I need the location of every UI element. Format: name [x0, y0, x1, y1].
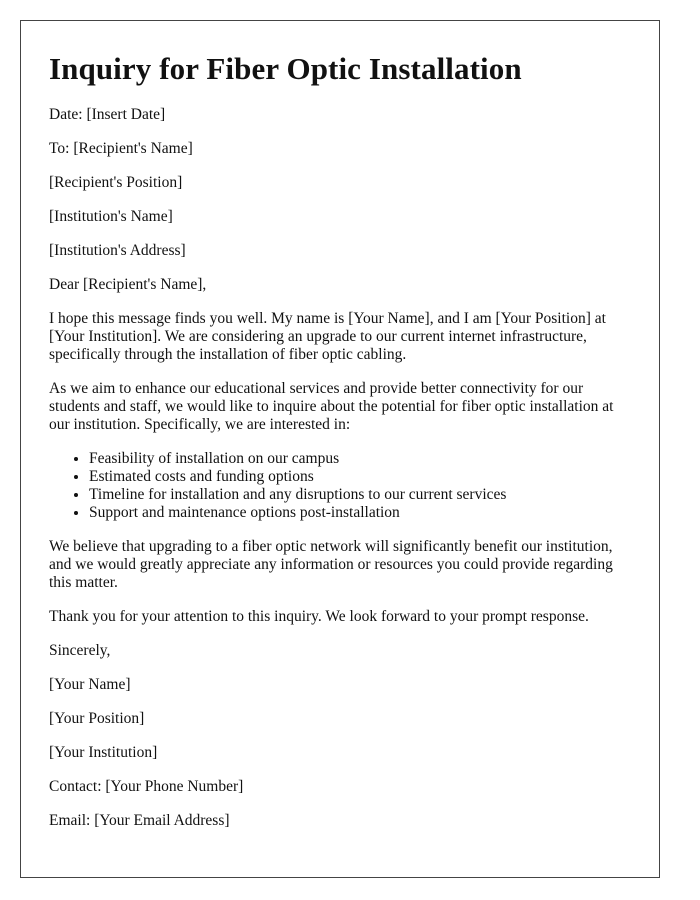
benefit-paragraph: We believe that upgrading to a fiber optic network will significantly benefit our institution, and we would greatly appreciate any information or resources you could provide regarding this matter.: [49, 538, 613, 591]
letter-title: Inquiry for Fiber Optic Installation: [49, 51, 522, 86]
recipient-name-line: To: [Recipient's Name]: [49, 140, 193, 157]
list-item: • Feasibility of installation on our campus: [89, 450, 631, 468]
sender-institution: [Your Institution]: [49, 744, 158, 761]
sender-name: [Your Name]: [49, 676, 131, 693]
salutation: Dear [Recipient's Name],: [49, 276, 207, 293]
intro-paragraph: I hope this message finds you well. My name is [Your Name], and I am [Your Position] at [Your Institution]. We are considering an upgrade to our current internet infrastructure, specifically through the installation of fiber optic cabling.: [49, 310, 606, 363]
institution-address-line: [Institution's Address]: [49, 242, 186, 259]
list-item: • Support and maintenance options post-installation: [89, 504, 631, 522]
list-item: • Timeline for installation and any disruptions to our current services: [89, 486, 631, 504]
institution-name-line: [Institution's Name]: [49, 208, 173, 225]
contact-line: Contact: [Your Phone Number]: [49, 778, 244, 795]
closing: Sincerely,: [49, 642, 111, 659]
list-item: • Estimated costs and funding options: [89, 468, 631, 486]
interest-list: [49, 450, 631, 522]
sender-position: [Your Position]: [49, 710, 145, 727]
email-line: Email: [Your Email Address]: [49, 812, 230, 829]
date-line: Date: [Insert Date]: [49, 106, 166, 123]
letter-page: [20, 20, 660, 878]
inquiry-paragraph: As we aim to enhance our educational services and provide better connectivity for our students and staff, we would like to inquire about the potential for fiber optic installation at our institution. Specifically, we are interested in:: [49, 380, 614, 433]
recipient-position-line: [Recipient's Position]: [49, 174, 183, 191]
thanks-paragraph: Thank you for your attention to this inquiry. We look forward to your prompt response.: [49, 608, 589, 625]
